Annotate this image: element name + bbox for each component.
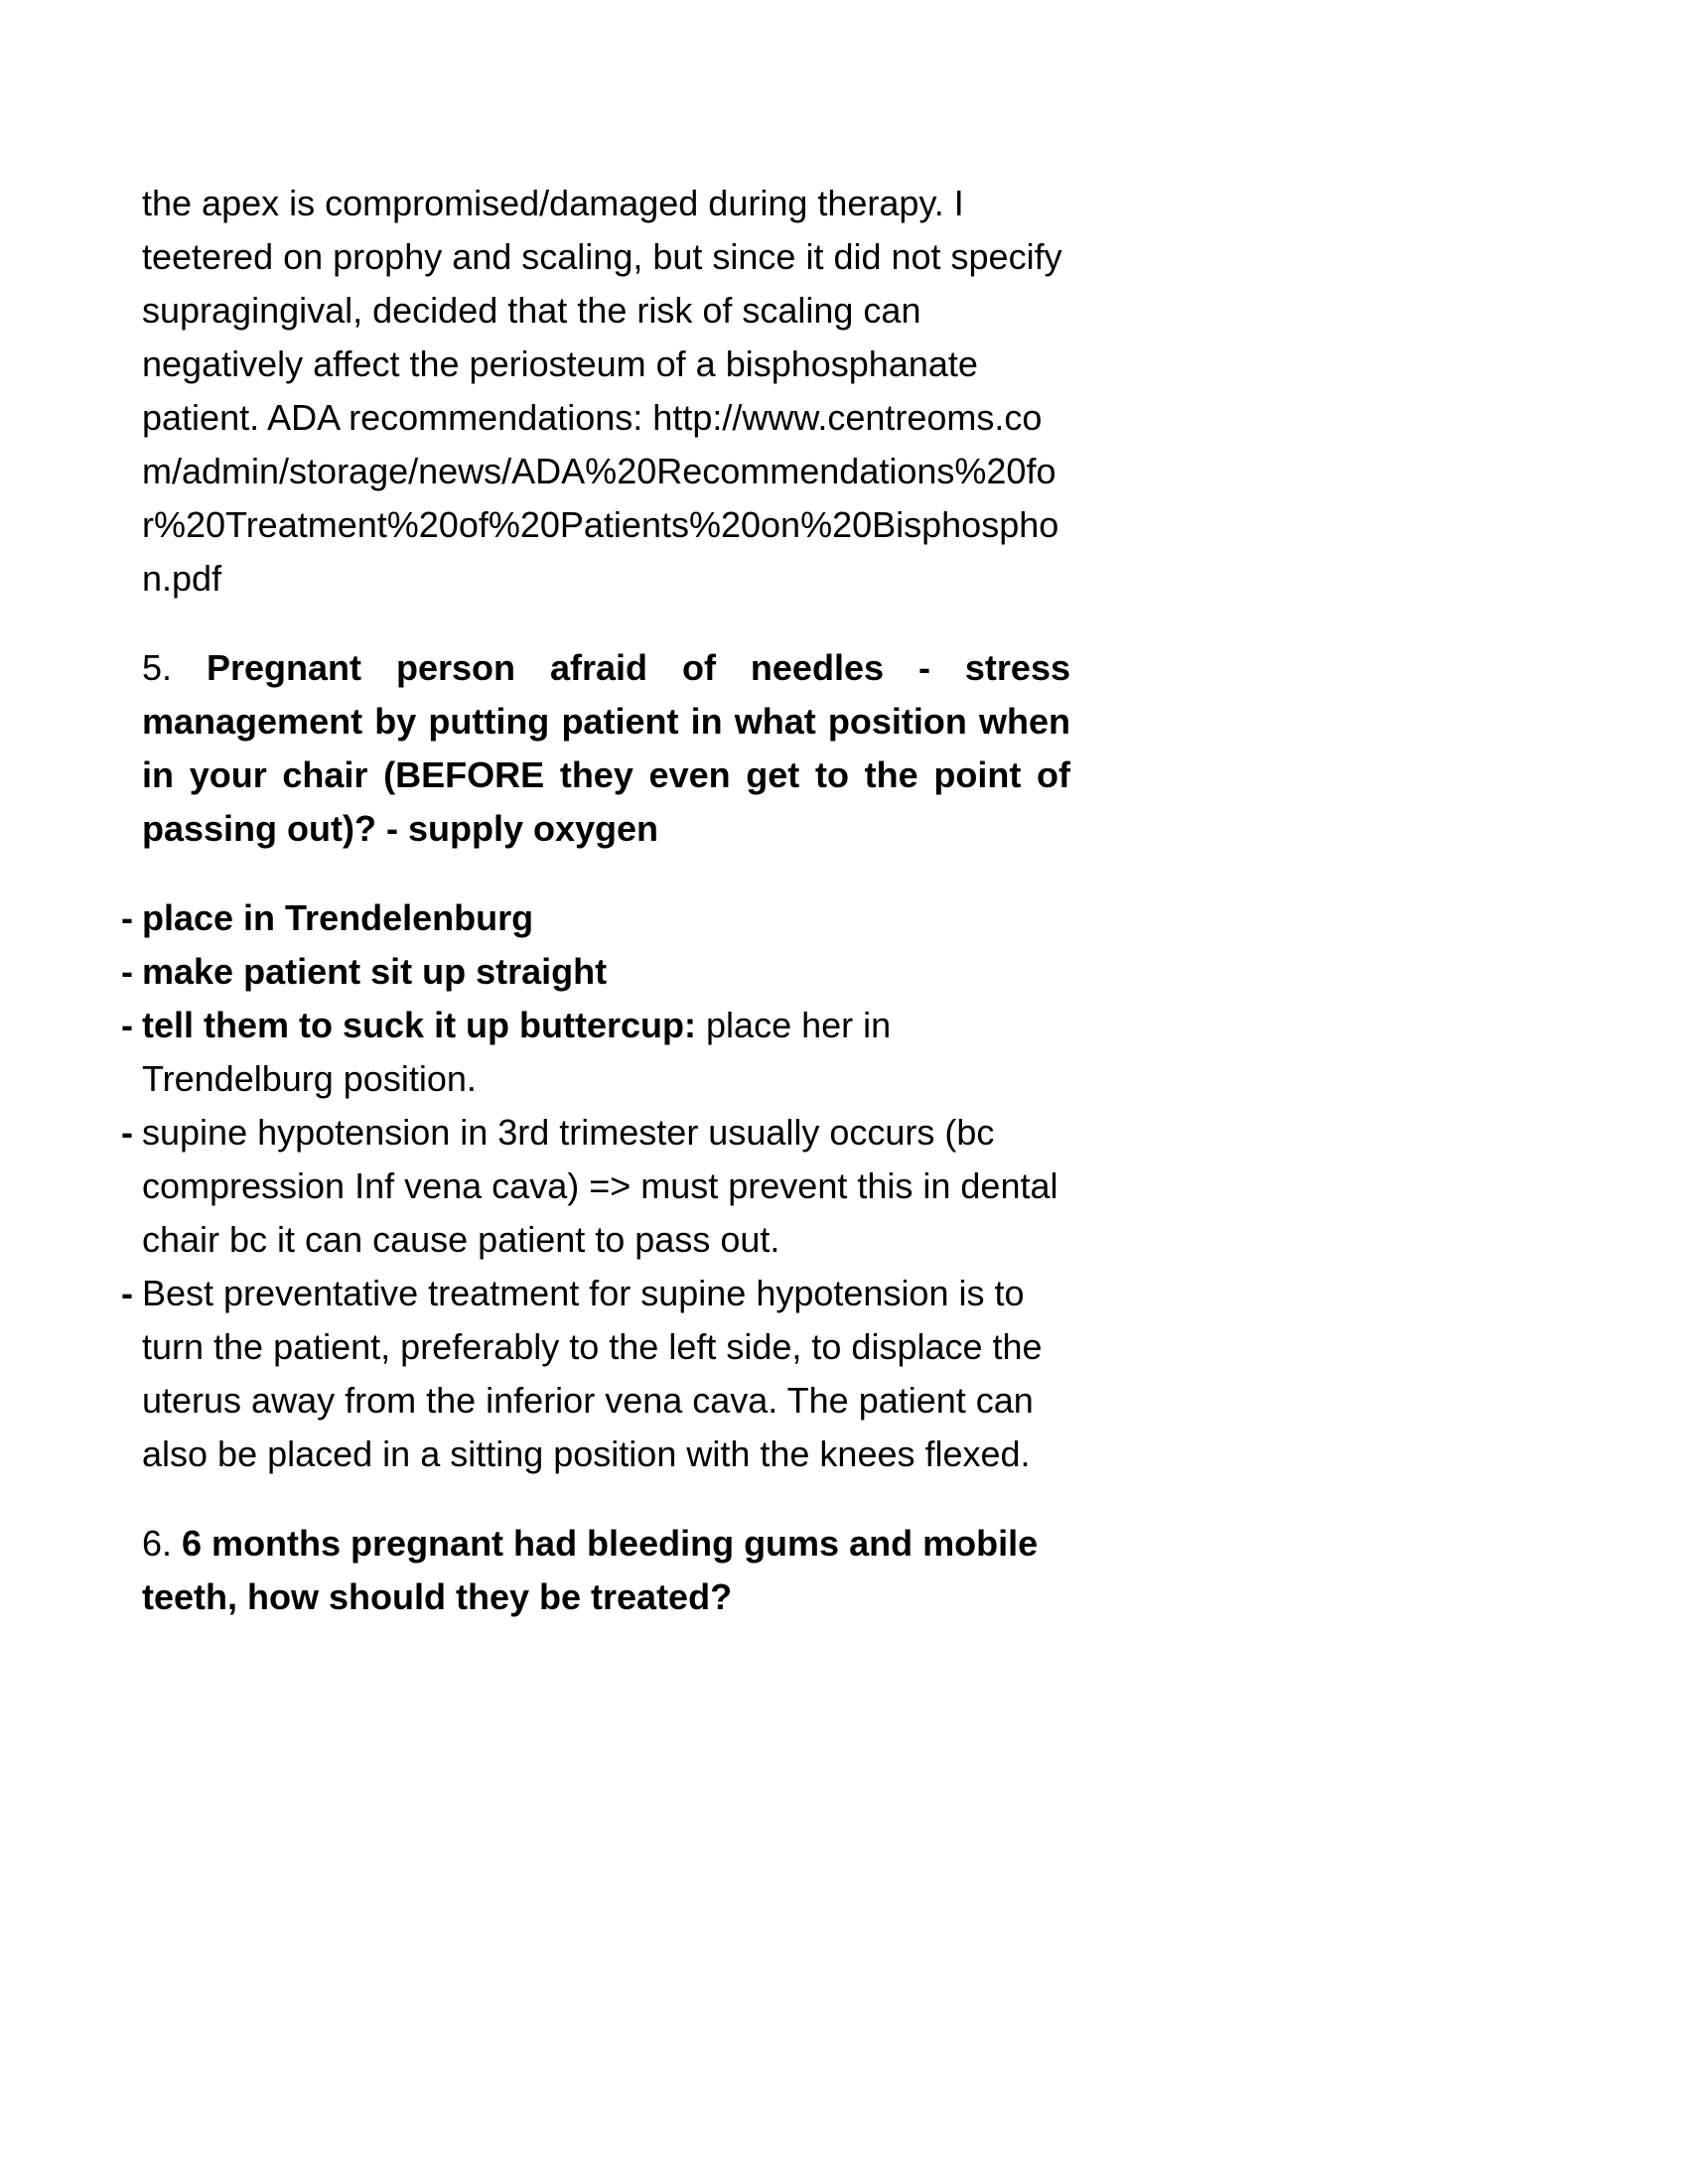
answer-item-3 — [121, 999, 1070, 1106]
question-6-number: 6. — [142, 1523, 183, 1564]
question-5-text: Pregnant person afraid of needles - stress management by putting patient in what position when in your chair (BEFORE they even get to the point of passing out)? - supply oxygen — [142, 647, 1070, 849]
answer-item-1 — [121, 891, 1070, 945]
answer-item-2 — [121, 945, 1070, 999]
answer-item-4-text: supine hypotension in 3rd trimester usually occurs (bc compression Inf vena cava) => must prevent this in dental chair bc it can cause patient to pass out. — [142, 1112, 1058, 1260]
question-6-text: 6 months pregnant had bleeding gums and mobile teeth, how should they be treated? — [142, 1523, 1039, 1617]
dash-bullet-icon: - — [121, 1273, 133, 1313]
answer-item-3-bold-text: tell them to suck it up buttercup: — [142, 1005, 697, 1045]
question-5 — [142, 641, 1070, 856]
answer-item-3-body — [142, 999, 1070, 1106]
answer-item-2-text: make patient sit up straight — [142, 951, 608, 992]
dash-bullet-icon: - — [121, 951, 133, 992]
question-5-number: 5. — [142, 647, 207, 688]
document-content — [121, 177, 1452, 1660]
dash-bullet-icon: - — [121, 1005, 133, 1045]
lead-paragraph-text: the apex is compromised/damaged during therapy. I teetered on prophy and scaling, but since it did not specify supragingival, decided that the risk of scaling can negatively affect the periosteum of a bisphosphanate patient. ADA recommendations: — [142, 183, 1062, 438]
answer-item-5 — [121, 1267, 1070, 1481]
answer-item-3-regular-text: place her in Trendelburg position. — [142, 1005, 892, 1099]
ada-recommendations-url: http://www.centreoms.com/admin/storage/news/ADA%20Recommendations%20for%20Treatment%20of%20Patients%20on%20Bisphosphon.pdf — [142, 397, 1059, 599]
answer-item-4 — [121, 1106, 1070, 1267]
dash-bullet-icon: - — [121, 897, 133, 938]
lead-paragraph — [142, 177, 1070, 606]
dash-bullet-icon: - — [121, 1112, 133, 1153]
question-6 — [142, 1517, 1070, 1624]
answer-item-1-text: place in Trendelenburg — [142, 897, 534, 938]
answer-item-5-text: Best preventative treatment for supine hypotension is to turn the patient, preferably to the left side, to displace the uterus away from the inferior vena cava. The patient can also be placed in a sitting position with the knees flexed. — [142, 1273, 1043, 1474]
